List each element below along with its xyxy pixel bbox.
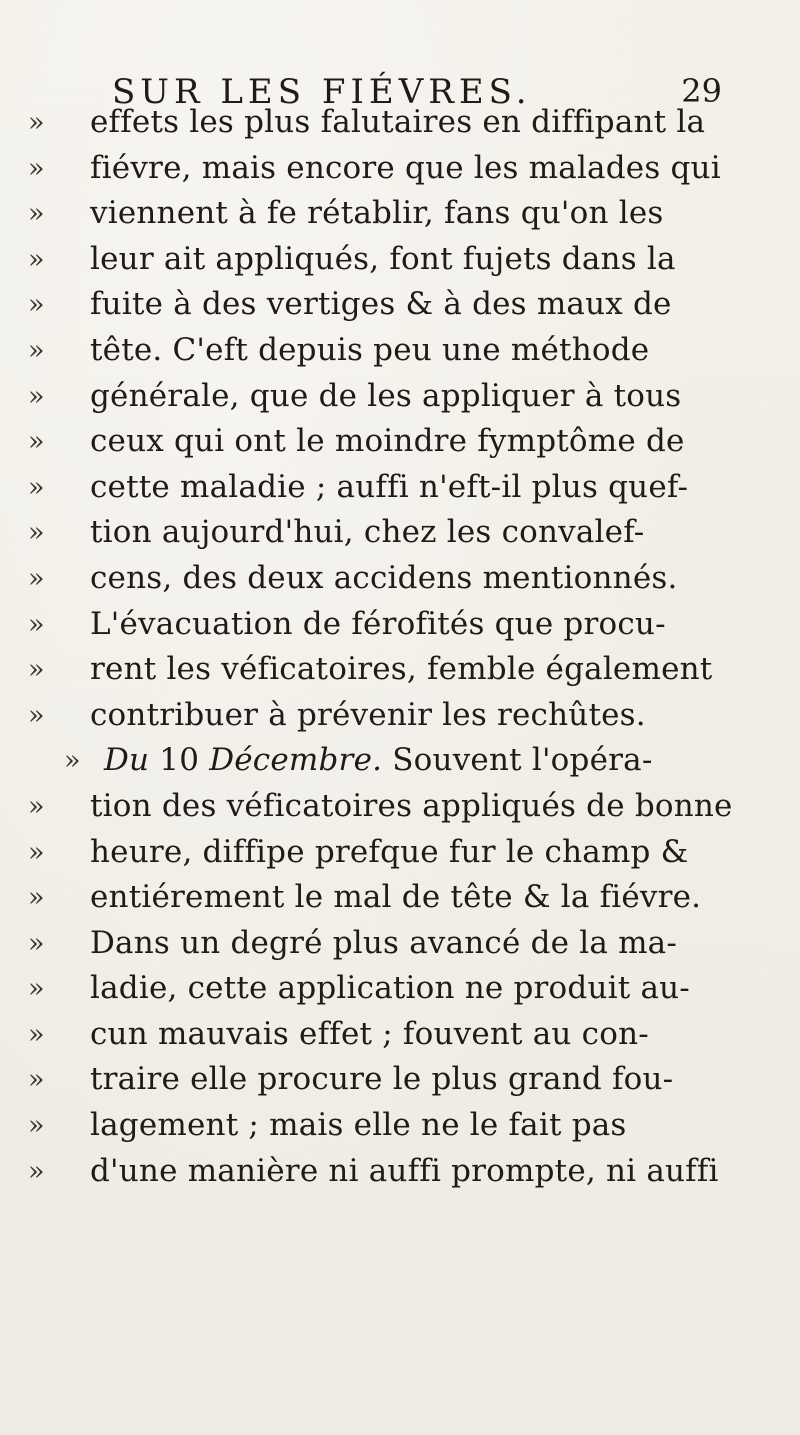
text-line bbox=[0, 602, 800, 648]
line-text: leur ait appliqués, font fujets dans la bbox=[90, 240, 676, 277]
text-line bbox=[0, 328, 800, 374]
text-line bbox=[0, 1103, 800, 1149]
quote-mark: » bbox=[28, 198, 45, 230]
quote-mark: » bbox=[28, 562, 45, 594]
text-line bbox=[0, 1012, 800, 1058]
quote-mark: » bbox=[28, 927, 45, 959]
page-number: 29 bbox=[681, 72, 722, 110]
line-text: cun mauvais effet ; fouvent au con- bbox=[90, 1015, 649, 1052]
line-text: effets les plus falutaires en diffipant la bbox=[90, 104, 706, 140]
line-text: tête. C'eft depuis peu une méthode bbox=[90, 331, 650, 368]
quote-mark: » bbox=[28, 380, 45, 412]
line-text: entiérement le mal de tête & la fiévre. bbox=[90, 879, 702, 916]
line-text: L'évacuation de férofités que procu- bbox=[90, 605, 666, 642]
text-line bbox=[0, 510, 800, 556]
quote-mark: » bbox=[28, 1018, 45, 1050]
date-number: 10 bbox=[149, 742, 210, 779]
line-text: cette maladie ; auffi n'eft-il plus quef- bbox=[90, 468, 689, 505]
quote-mark: » bbox=[28, 973, 45, 1005]
quote-mark: » bbox=[28, 1155, 45, 1187]
text-line bbox=[0, 647, 800, 693]
line-text: lagement ; mais elle ne le fait pas bbox=[90, 1107, 627, 1144]
quote-mark: » bbox=[28, 699, 45, 731]
quote-mark: » bbox=[28, 790, 45, 822]
italic-word: Du bbox=[104, 742, 150, 779]
line-text: viennent à fe rétablir, fans qu'on les bbox=[90, 195, 664, 232]
text-line bbox=[0, 374, 800, 420]
text-line bbox=[0, 191, 800, 237]
line-text: Dans un degré plus avancé de la ma- bbox=[90, 924, 678, 961]
quote-mark: » bbox=[28, 836, 45, 868]
text-line bbox=[0, 966, 800, 1012]
text-line-dated-entry bbox=[0, 738, 800, 784]
text-line bbox=[0, 1057, 800, 1103]
body-text bbox=[0, 100, 800, 1194]
running-head: SUR LES FIÉVRES. bbox=[112, 72, 532, 112]
text-line bbox=[0, 419, 800, 465]
line-text: générale, que de les appliquer à tous bbox=[90, 377, 682, 414]
quote-mark: » bbox=[28, 517, 45, 549]
line-text: rent les véficatoires, femble également bbox=[90, 651, 713, 688]
quote-mark: » bbox=[28, 654, 45, 686]
text-line bbox=[0, 465, 800, 511]
line-text: fiévre, mais encore que les malades qui bbox=[90, 149, 721, 186]
quote-mark: » bbox=[28, 243, 45, 275]
text-line bbox=[0, 1149, 800, 1195]
quote-mark: » bbox=[28, 334, 45, 366]
line-text: ladie, cette application ne produit au- bbox=[90, 970, 690, 1007]
line-text: traire elle procure le plus grand fou- bbox=[90, 1061, 674, 1098]
text-line bbox=[0, 556, 800, 602]
text-line bbox=[0, 100, 800, 146]
line-text: d'une manière ni auffi prompte, ni auffi bbox=[90, 1152, 719, 1189]
text-line bbox=[0, 693, 800, 739]
quote-mark: » bbox=[28, 1110, 45, 1142]
quote-mark: » bbox=[28, 608, 45, 640]
line-text: fuite à des vertiges & à des maux de bbox=[90, 286, 672, 323]
line-text: contribuer à prévenir les rechûtes. bbox=[90, 696, 646, 733]
line-text: cens, des deux accidens mentionnés. bbox=[90, 559, 678, 596]
quote-mark: » bbox=[28, 882, 45, 914]
quote-mark: » bbox=[28, 1064, 45, 1096]
line-text: tion des véficatoires appliqués de bonne bbox=[90, 787, 733, 824]
text-line bbox=[0, 875, 800, 921]
quote-mark: » bbox=[28, 152, 45, 184]
line-text: heure, diffipe prefque fur le champ & bbox=[90, 833, 689, 870]
text-line bbox=[0, 784, 800, 830]
quote-mark: » bbox=[64, 745, 81, 777]
italic-month: Décembre. bbox=[209, 742, 383, 779]
quote-mark: » bbox=[28, 426, 45, 458]
text-line bbox=[0, 146, 800, 192]
text-line bbox=[0, 921, 800, 967]
line-text-end: Souvent l'opéra- bbox=[382, 742, 653, 779]
line-text bbox=[104, 738, 754, 784]
line-text: tion aujourd'hui, chez les convalef- bbox=[90, 514, 645, 551]
text-line bbox=[0, 282, 800, 328]
quote-mark: » bbox=[28, 107, 45, 138]
quote-mark: » bbox=[28, 289, 45, 321]
quote-mark: » bbox=[28, 471, 45, 503]
text-line bbox=[0, 237, 800, 283]
text-line bbox=[0, 830, 800, 876]
line-text: ceux qui ont le moindre fymptôme de bbox=[90, 423, 685, 460]
